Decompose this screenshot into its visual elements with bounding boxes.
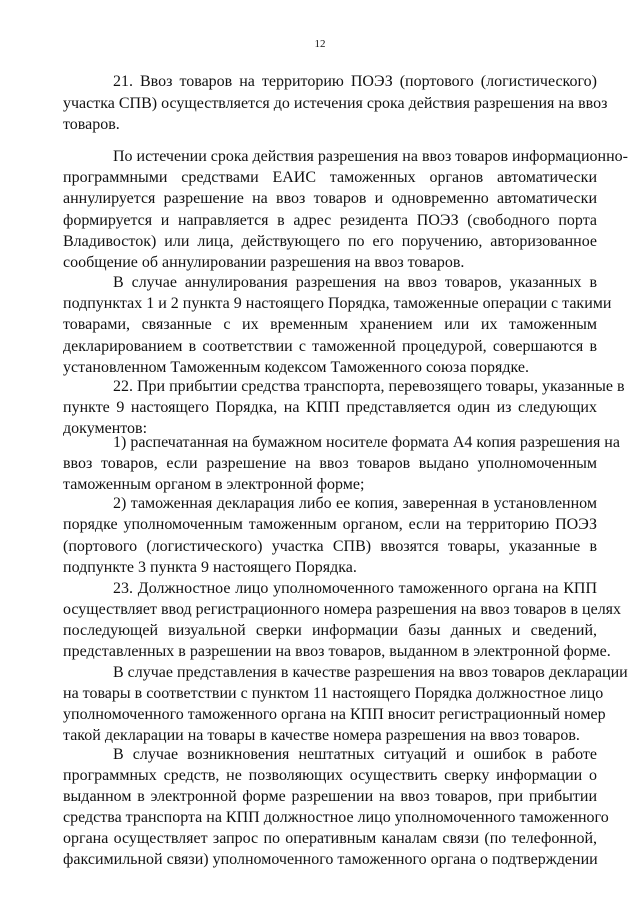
text-line: представленных в разрешении на ввоз товаров, выданном в электронной форме. [63, 643, 611, 660]
text-line: уполномоченного таможенного органа на КПП вносит регистрационный номер [63, 706, 606, 723]
text-line: программными средствами ЕАИС таможенных органов автоматически [63, 169, 597, 186]
text-line: товаров. [63, 116, 120, 133]
text-line: выданном в электронной форме разрешении на ввоз товаров, при прибытии [63, 788, 597, 805]
text-line: таможенным органом в электронной форме; [63, 476, 365, 493]
text-line: программных средств, не позволяющих осуществить сверку информации о [63, 767, 597, 784]
text-line: В случае возникновения нештатных ситуаций и ошибок в работе [113, 746, 597, 763]
text-line: подпунктах 1 и 2 пункта 9 настоящего Порядка, таможенные операции с такими [63, 295, 612, 312]
text-line: установленном Таможенным кодексом Таможенного союза порядке. [63, 359, 529, 376]
text-line: В случае представления в качестве разрешения на ввоз товаров декларации [113, 664, 628, 681]
text-line: формируется и направляется в адрес резидента ПОЭЗ (свободного порта [63, 212, 597, 229]
text-line: (портового (логистического) участка СПВ) ввозятся товары, указанные в [63, 538, 597, 555]
text-line: документов: [63, 420, 148, 437]
text-line: такой декларации на товары в качестве номера разрешения на ввоз товаров. [63, 727, 580, 744]
text-line: 21. Ввоз товаров на территорию ПОЭЗ (портового (логистического) [113, 73, 597, 90]
text-line: В случае аннулирования разрешения на ввоз товаров, указанных в [113, 274, 597, 291]
text-line: порядке уполномоченным таможенным органом, если на территорию ПОЭЗ [63, 516, 597, 533]
text-line: аннулируется разрешение на ввоз товаров и одновременно автоматически [63, 190, 597, 207]
text-line: подпункте 3 пункта 9 настоящего Порядка. [63, 559, 357, 576]
text-line: пункте 9 настоящего Порядка, на КПП представляется один из следующих [63, 399, 597, 416]
text-line: 1) распечатанная на бумажном носителе формата А4 копия разрешения на [113, 434, 620, 451]
text-line: Владивосток) или лица, действующего по его поручению, авторизованное [63, 233, 597, 250]
text-line: участка СПВ) осуществляется до истечения срока действия разрешения на ввоз [63, 95, 608, 112]
text-line: 23. Должностное лицо уполномоченного таможенного органа на КПП [113, 580, 597, 597]
text-line: последующей визуальной сверки информации базы данных и сведений, [63, 622, 597, 639]
text-line: 22. При прибытии средства транспорта, перевозящего товары, указанные в [113, 378, 625, 395]
text-line: 2) таможенная декларация либо ее копия, заверенная в установленном [113, 495, 597, 512]
text-line: сообщение об аннулировании разрешения на ввоз товаров. [63, 254, 465, 271]
page-number: 12 [314, 38, 326, 50]
text-line: товарами, связанные с их временным хранением или их таможенным [63, 316, 597, 333]
text-line: органа осуществляет запрос по оперативным каналам связи (по телефонной, [63, 830, 597, 847]
text-line: факсимильной связи) уполномоченного таможенного органа о подтверждении [63, 851, 598, 868]
text-line: декларированием в соответствии с таможенной процедурой, совершаются в [63, 338, 597, 355]
text-line: По истечении срока действия разрешения на ввоз товаров информационно- [113, 148, 628, 165]
text-line: на товары в соответствии с пунктом 11 настоящего Порядка должностное лицо [63, 685, 604, 702]
text-line: средства транспорта на КПП должностное лицо уполномоченного таможенного [63, 809, 609, 826]
text-line: осуществляет ввод регистрационного номера разрешения на ввоз товаров в целях [63, 601, 622, 618]
text-line: ввоз товаров, если разрешение на ввоз товаров выдано уполномоченным [63, 455, 597, 472]
